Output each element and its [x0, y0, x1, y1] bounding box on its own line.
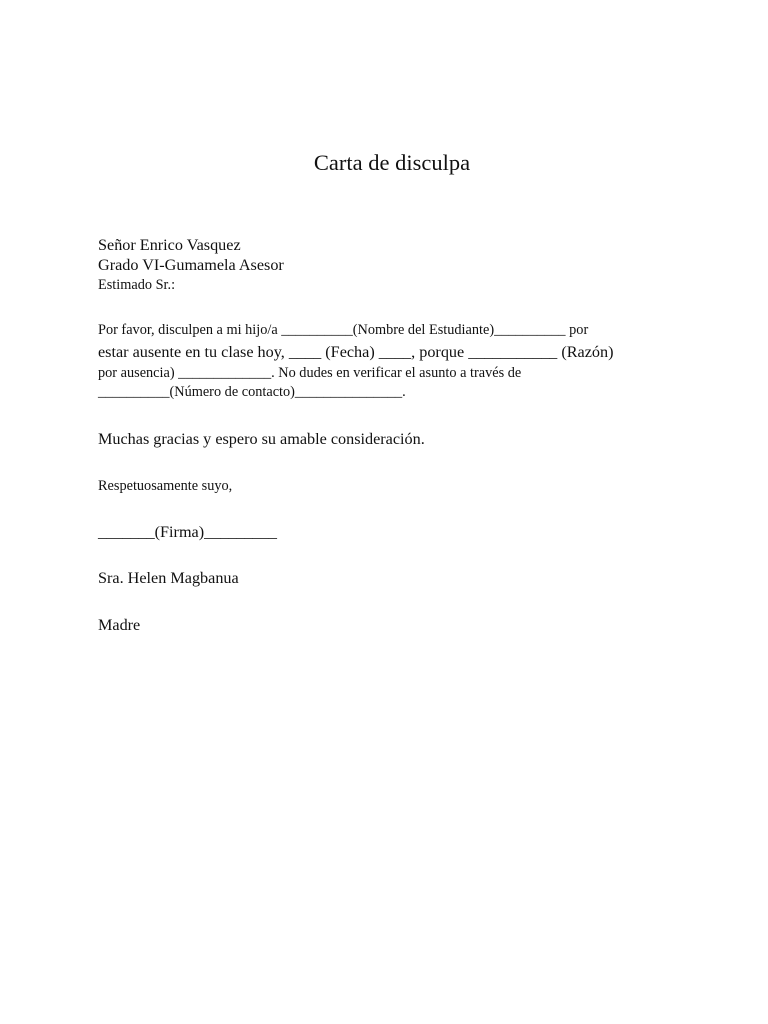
- signature-line: _______(Firma)_________: [98, 523, 277, 541]
- body-line: estar ausente en tu clase hoy, ____ (Fecha) ____, porque ___________ (Razón): [98, 343, 614, 361]
- sender-name: Sra. Helen Magbanua: [98, 569, 239, 587]
- sender-role: Madre: [98, 616, 141, 634]
- page-title: Carta de disculpa: [313, 150, 471, 175]
- thanks-text: Muchas gracias y espero su amable consideración.: [98, 430, 425, 448]
- recipient-role: Grado VI-Gumamela Asesor: [98, 256, 284, 274]
- salutation: Estimado Sr.:: [98, 277, 176, 293]
- closing-text: Respetuosamente suyo,: [98, 478, 233, 494]
- body-line: __________(Número de contacto)_______________.: [98, 384, 406, 400]
- body-line: Por favor, disculpen a mi hijo/a __________(Nombre del Estudiante)__________ por: [98, 322, 589, 338]
- body-line: por ausencia) _____________. No dudes en verificar el asunto a través de: [98, 365, 522, 381]
- recipient-name: Señor Enrico Vasquez: [98, 236, 241, 254]
